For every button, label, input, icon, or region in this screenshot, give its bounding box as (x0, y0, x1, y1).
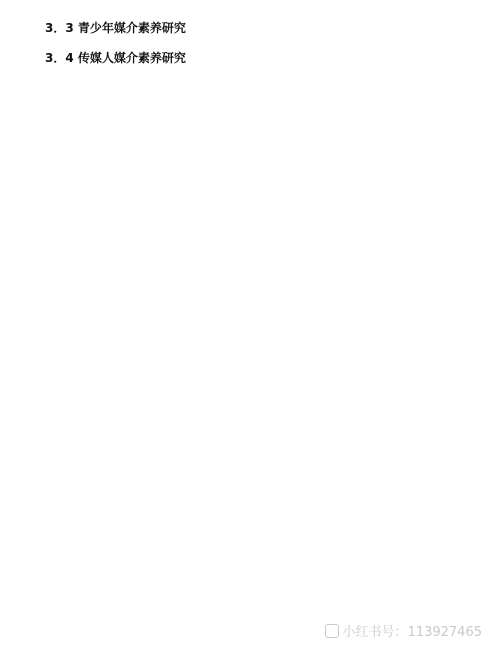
section-youth-media-literacy (45, 20, 455, 36)
section-title: 3．3 青少年媒介素养研究 (45, 21, 186, 35)
section-title: 3．4 传媒人媒介素养研究 (45, 51, 186, 65)
watermark-text: 小红书号：113927465 (342, 625, 482, 640)
section-media-professionals (45, 50, 455, 66)
red-book-icon (325, 624, 339, 638)
watermark (325, 621, 482, 640)
